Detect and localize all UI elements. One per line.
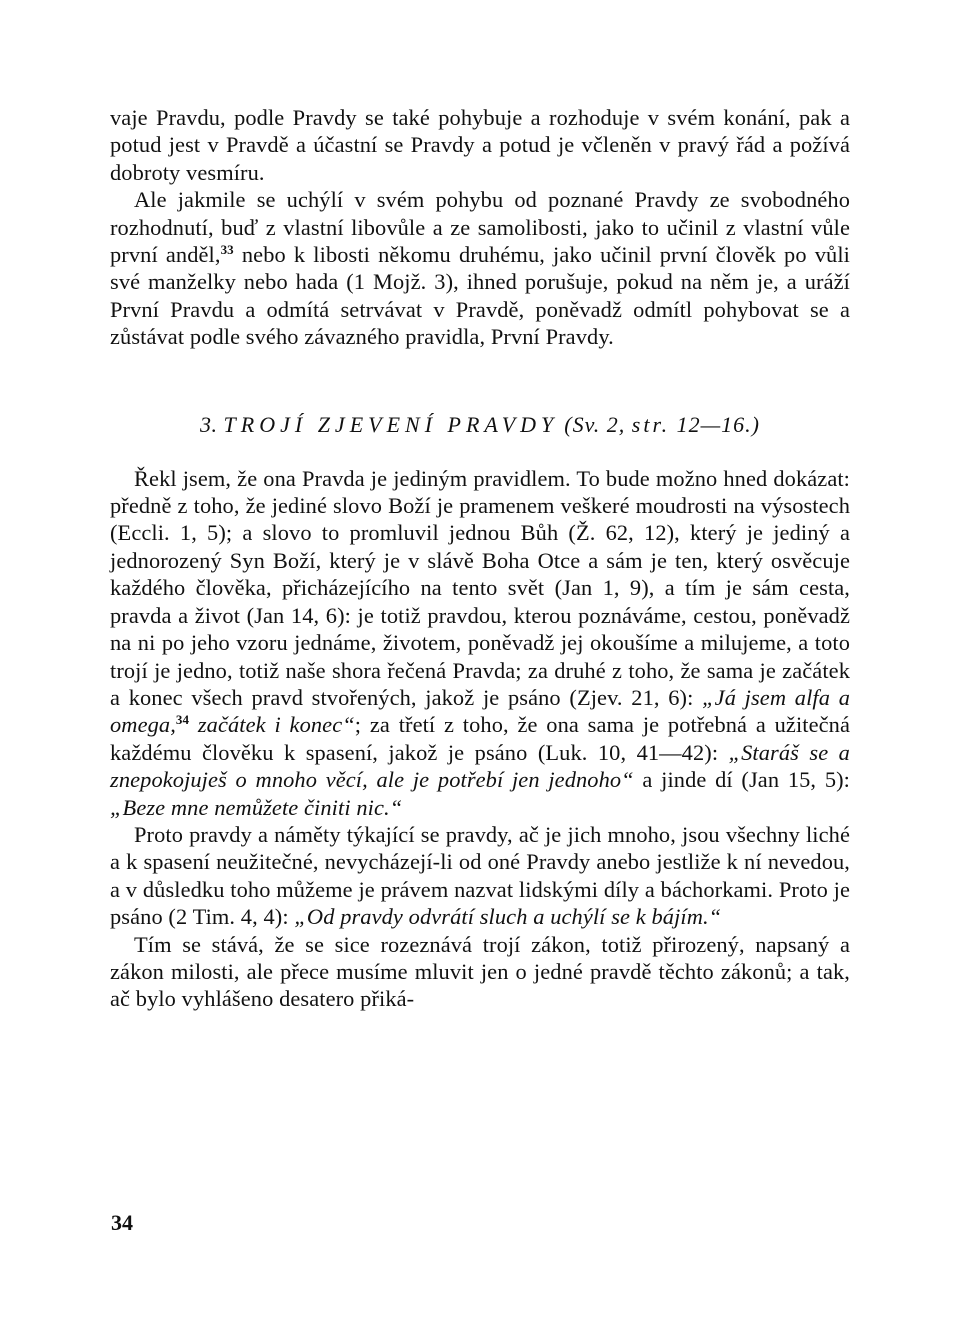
paragraph-text: Tím se stává, že se sice rozeznává trojí zákon, totiž přirozený, napsaný a zákon milosti, ale přece musíme mluvit jen o jedné pravdě těchto zákonů; a tak, ač bylo vyhlášeno desatero přiká- <box>110 931 850 1012</box>
page-number: 34 <box>111 1210 133 1235</box>
paragraph-text: Ale jakmile se uchýlí v svém pohybu od poznané Pravdy ze svobodného rozhodnutí, buď z vlastní libovůle a ze samolibosti, jako to učinil z vlastní vůle první anděl, <box>110 187 850 268</box>
heading-ref-str: str. <box>631 411 671 437</box>
paragraph-third <box>110 465 850 821</box>
section-heading <box>110 411 850 439</box>
quote-italic: „Beze mne nemůžete činiti nic.“ <box>110 794 403 820</box>
paragraph-fourth <box>110 821 850 931</box>
heading-ref-volume: (Sv. 2, <box>564 411 626 437</box>
quote-italic: „Staráš se a znepokojuješ o mnoho věcí, ale je potřebí jen jednoho“ <box>110 739 850 793</box>
paragraph-text: ; za třetí z toho, že ona sama je potřebná a užitečná každému člověku k spasení, jakož je psáno (Luk. 10, 41—42): <box>110 712 850 765</box>
page-body <box>110 104 850 1013</box>
quote-italic: začátek i konec“ <box>189 712 355 738</box>
heading-reference <box>564 412 760 437</box>
quote-italic: „Já jsem alfa a omega, <box>110 684 850 738</box>
footnote-ref-34[interactable]: 34 <box>175 712 190 728</box>
paragraph-text: nebo k libosti někomu druhému, jako učinil první člověk po vůli své manželky nebo hada (1 Mojž. 3), ihned porušuje, pokud na něm je, a uráží První Pravdu a odmítá setrvávat v Pravdě, poněvadž odmítl pohybovat se a zůstávat podle svého závazného pravidla, První Pravdy. <box>110 242 850 350</box>
paragraph-second <box>110 186 850 350</box>
paragraph-text: Proto pravdy a náměty týkající se pravdy, ač je jich mnoho, jsou všechny liché a k spasení neužitečné, nevycházejí-li od oné Pravdy anebo jestliže k ní nevedou, a v důsledku toho můžeme je právem nazvat lidskými díly a báchorkami. Proto je psáno (2 Tim. 4, 4): <box>110 821 850 930</box>
paragraph-continuation <box>110 104 850 186</box>
paragraph-text: Řekl jsem, že ona Pravda je jediným pravidlem. To bude možno hned dokázat: předně z toho, že jediné slovo Boží je pramenem veškeré moudrosti na výsostech (Eccli. 1, 5); a slovo to promluvil jednou Bůh (Ž. 62, 12), který je jediný a jednorozený Syn Boží, který je v slávě Boha Otce a sám je ten, který osvěcuje každého člověka, přicházejícího na tento svět (Jan 1, 9), a tím je sám cesta, pravda a život (Jan 14, 6): je totiž pravdou, kterou poznáváme, cestou, poněvadž na ni po jeho vzoru jednáme, životem, poněvadž jej okoušíme a milujeme, a toto trojí je jedno, totiž naše shora řečená Pravda; za druhé z toho, že sama je začátek a konec všech pravd stvořených, jakož je psáno (Zjev. 21, 6): <box>110 465 850 710</box>
heading-number: 3. <box>200 411 218 437</box>
heading-title: TROJÍ ZJEVENÍ PRAVDY <box>223 411 559 437</box>
paragraph-text: a jinde dí (Jan 15, 5): <box>633 767 850 793</box>
paragraph-fifth <box>110 931 850 1013</box>
heading-ref-pages: 12—16.) <box>676 411 760 437</box>
footnote-ref-33[interactable]: 33 <box>220 242 234 258</box>
quote-italic: „Od pravdy odvrátí sluch a uchýlí se k bájím.“ <box>294 904 722 930</box>
paragraph-text: vaje Pravdu, podle Pravdy se také pohybuje a rozhoduje v svém konání, pak a potud jest v Pravdě a účastní se Pravdy a potud je včleněn v pravý řád a požívá dobroty vesmíru. <box>110 105 850 185</box>
